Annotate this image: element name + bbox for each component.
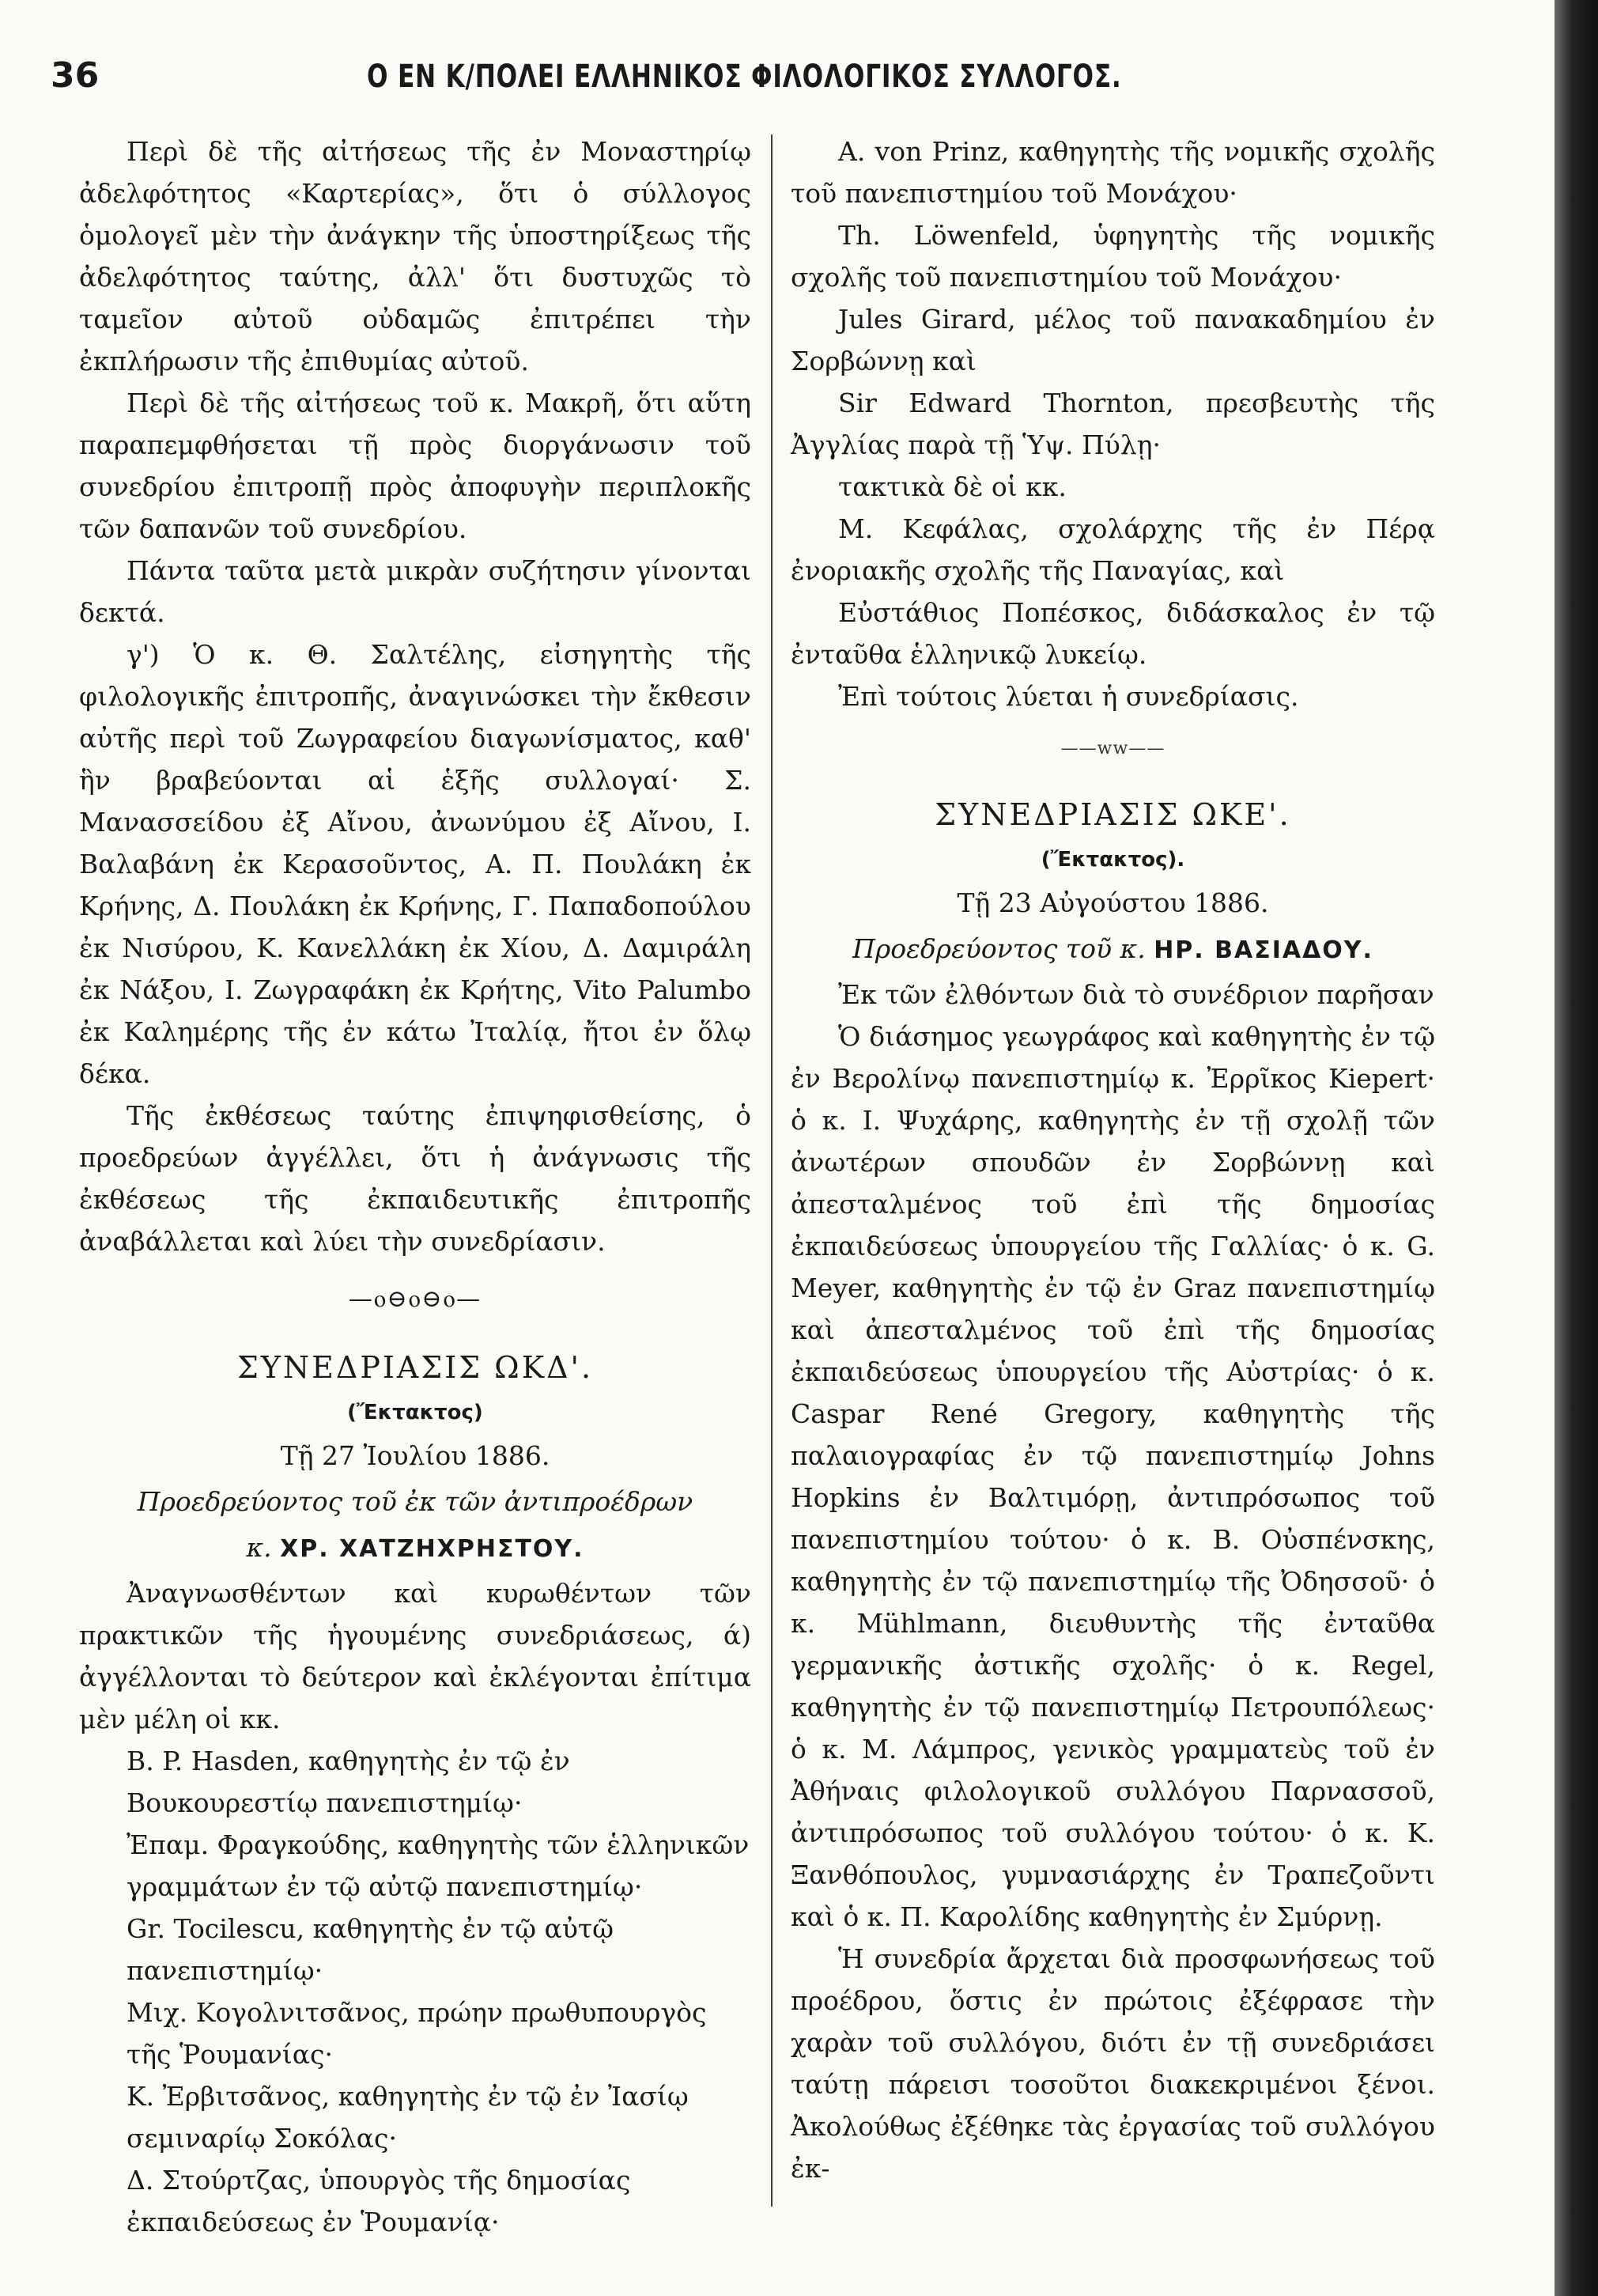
session-chair xyxy=(791,926,1435,974)
left-column xyxy=(79,130,751,2243)
session-heading: ΣΥΝΕΔΡΙΑΣΙΣ ΩΚΔ'. xyxy=(236,1350,594,1385)
chair-prefix: κ. xyxy=(246,1532,272,1563)
page-number: 36 xyxy=(51,55,100,96)
paragraph: Τῆς ἐκθέσεως ταύτης ἐπιψηφισθείσης, ὁ προεδρεύων ἀγγέλλει, ὅτι ἡ ἀνάγνωσις τῆς ἐκθέσεως τῆς ἐκπαιδευτικῆς ἐπιτροπῆς ἀναβάλλεται καὶ λύει τὴν συνεδρίασιν. xyxy=(79,1100,751,1257)
member-entry: Μ. Κεφάλας, σχολάρχης τῆς ἐν Πέρᾳ ἐνοριακῆς σχολῆς τῆς Παναγίας, καὶ xyxy=(791,513,1435,586)
paragraph: γ') Ὁ κ. Θ. Σαλτέλης, εἰσηγητὴς τῆς φιλολογικῆς ἐπιτροπῆς, ἀναγινώσκει τὴν ἔκθεσιν αὐτῆς περὶ τοῦ Ζωγραφείου διαγωνίσματος, καθ' ἣν βραβεύονται αἱ ἑξῆς συλλογαί· Σ. Μανασσείδου ἐξ Αἴνου, ἀνωνύμου ἐξ Αἴνου, Ι. Βαλαβάνη ἐκ Κερασοῦντος, Α. Π. Πουλάκη ἐκ Κρήνης, Δ. Πουλάκη ἐκ Κρήνης, Γ. Παπαδοπούλου ἐκ Νισύρου, Κ. Κανελλάκη ἐκ Χίου, Δ. Δαμιράλη ἐκ Νάξου, Ι. Ζωγραφάκη ἐκ Κρήτης, Vito Palumbo ἐκ Καλημέρης τῆς ἐν κάτω Ἰταλίᾳ, ἤτοι ἐν ὅλῳ δέκα. xyxy=(79,639,751,1089)
paragraph: Ἐπὶ τούτοις λύεται ἡ συνεδρίασις. xyxy=(838,681,1299,712)
paragraph: Ἡ συνεδρία ἄρχεται διὰ προσφωνήσεως τοῦ προέδρου, ὅστις ἐν πρώτοις ἐξέφρασε τὴν χαρὰν τοῦ συλλόγου, διότι ἐν τῇ συνεδριάσει ταύτῃ πάρεισι τοσοῦτοι διακεκριμένοι ξένοι. Ἀκολούθως ἐξέθηκε τὰς ἐργασίας τοῦ συλλόγου ἐκ- xyxy=(791,1943,1435,2184)
journal-title: Ο ΕΝ Κ/ΠΟΛΕΙ ΕΛΛΗΝΙΚΟΣ ΦΙΛΟΛΟΓΙΚΟΣ ΣΥΛΛΟΓΟΣ. xyxy=(367,59,1122,95)
paragraph: Πάντα ταῦτα μετὰ μικρὰν συζήτησιν γίνονται δεκτά. xyxy=(79,555,751,628)
member-entry: Δ. Στούρτζας, ὑπουργὸς τῆς δημοσίας ἐκπαιδεύσεως ἐν Ῥουμανίᾳ· xyxy=(127,2165,631,2237)
session-type: (Ἔκτακτος) xyxy=(347,1401,483,1424)
section-ornament: ——ww—— xyxy=(1060,739,1165,758)
member-entry: Ἐπαμ. Φραγκούδης, καθηγητὴς τῶν ἑλληνικῶν γραμμάτων ἐν τῷ αὐτῷ πανεπιστημίῳ· xyxy=(127,1829,750,1902)
paragraph: Περὶ δὲ τῆς αἰτήσεως τοῦ κ. Μακρῆ, ὅτι αὕτη παραπεμφθήσεται τῇ πρὸς διοργάνωσιν τοῦ συνεδρίου ἐπιτροπῇ πρὸς ἀποφυγὴν περιπλοκῆς τῶν δαπανῶν τοῦ συνεδρίου. xyxy=(79,388,751,544)
member-entry: Sir Edward Thornton, πρεσβευτὴς τῆς Ἀγγλίας παρὰ τῇ Ὑψ. Πύλῃ· xyxy=(791,388,1435,460)
member-entry: Μιχ. Κογολνιτσᾶνος, πρώην πρωθυπουργὸς τῆς Ῥουμανίας· xyxy=(127,1997,707,2070)
member-entry: A. von Prinz, καθηγητὴς τῆς νομικῆς σχολῆς τοῦ πανεπιστημίου τοῦ Μονάχου· xyxy=(791,136,1435,209)
chair-line: Προεδρεύοντος τοῦ κ. xyxy=(852,933,1146,964)
chair-line: Προεδρεύοντος τοῦ ἐκ τῶν ἀντιπροέδρων xyxy=(137,1486,693,1517)
paragraph: Ἀναγνωσθέντων καὶ κυρωθέντων τῶν πρακτικῶν τῆς ἡγουμένης συνεδριάσεως, ά) ἀγγέλλονται τὸ δεύτερον καὶ ἐκλέγονται ἐπίτιμα μὲν μέλη οἱ κκ. xyxy=(79,1578,751,1734)
session-date: Τῇ 23 Αὐγούστου 1886. xyxy=(957,887,1269,918)
right-column xyxy=(791,130,1435,2189)
paragraph: Ὁ διάσημος γεωγράφος καὶ καθηγητὴς ἐν τῷ ἐν Βερολίνῳ πανεπιστημίῳ κ. Ἐρρῖκος Kiepert· ὁ κ. Ι. Ψυχάρης, καθηγητὴς ἐν τῇ σχολῇ τῶν ἀνωτέρων σπουδῶν ἐν Σορβώννῃ καὶ ἀπεσταλμένος τοῦ ἐπὶ τῆς δημοσίας ἐκπαιδεύσεως ὑπουργείου τῆς Γαλλίας· ὁ κ. G. Meyer, καθηγητὴς ἐν τῷ ἐν Graz πανεπιστημίῳ καὶ ἀπεσταλμένος τοῦ ἐπὶ τῆς δημοσίας ἐκπαιδεύσεως ὑπουργείου τῆς Αὐστρίας· ὁ κ. Caspar René Gregory, καθηγητὴς τῆς παλαιογραφίας ἐν τῷ πανεπιστημίῳ Johns Hopkins ἐν Βαλτιμόρῃ, ἀντιπρόσωπος τοῦ πανεπιστημίου τούτου· ὁ κ. Β. Οὐσπένσκης, καθηγητὴς ἐν τῷ πανεπιστημίῳ τῆς Ὀδησσοῦ· ὁ κ. Mühlmann, διευθυντὴς τῆς ἐνταῦθα γερμανικῆς ἀστικῆς σχολῆς· ὁ κ. Regel, καθηγητὴς ἐν τῷ πανεπιστημίῳ Πετρουπόλεως· ὁ κ. Μ. Λάμπρος, γενικὸς γραμματεὺς τοῦ ἐν Ἀθήναις φιλολογικοῦ συλλόγου Παρνασσοῦ, ἀντιπρόσωπος τοῦ συλλόγου τούτου· ὁ κ. Κ. Ξανθόπουλος, γυμνασιάρχης ἐν Τραπεζοῦντι καὶ ὁ κ. Π. Καρολίδης καθηγητὴς ἐν Σμύρνῃ. xyxy=(791,1021,1435,1932)
member-entry: Κ. Ἐρβιτσᾶνος, καθηγητὴς ἐν τῷ ἐν Ἰασίῳ σεμιναρίῳ Σοκόλας· xyxy=(127,2081,689,2154)
paragraph: τακτικὰ δὲ οἱ κκ. xyxy=(838,471,1067,502)
page-edge-shadow xyxy=(1555,0,1598,2296)
session-heading: ΣΥΝΕΔΡΙΑΣΙΣ ΩΚΕ'. xyxy=(935,797,1291,832)
member-entry: Jules Girard, μέλος τοῦ πανακαδημίου ἐν Σορβώννῃ καὶ xyxy=(791,304,1435,376)
session-date: Τῇ 27 Ἰουλίου 1886. xyxy=(280,1440,550,1471)
chair-name: ΗΡ. ΒΑΣΙΑΔΟΥ. xyxy=(1154,936,1373,964)
paragraph: Περὶ δὲ τῆς αἰτήσεως τῆς ἐν Μοναστηρίῳ ἀδελφότητος «Καρτερίας», ὅτι ὁ σύλλογος ὁμολογεῖ μὲν τὴν ἀνάγκην τῆς ὑποστηρίξεως τῆς ἀδελφότητος ταύτης, ἀλλ' ὅτι δυστυχῶς τὸ ταμεῖον αὐτοῦ οὐδαμῶς ἐπιτρέπει τὴν ἐκπλήρωσιν τῆς ἐπιθυμίας αὐτοῦ. xyxy=(79,136,751,376)
session-chair xyxy=(79,1479,751,1572)
member-entry: Gr. Tocilescu, καθηγητὴς ἐν τῷ αὐτῷ πανεπιστημίῳ· xyxy=(127,1913,614,1986)
member-entry: Εὐστάθιος Ποπέσκος, διδάσκαλος ἐν τῷ ἐνταῦθα ἑλληνικῷ λυκείῳ. xyxy=(791,597,1435,670)
chair-name: ΧΡ. ΧΑΤΖΗΧΡΗΣΤΟΥ. xyxy=(280,1535,584,1563)
paragraph: Ἐκ τῶν ἐλθόντων διὰ τὸ συνέδριον παρῆσαν xyxy=(838,979,1434,1010)
column-divider xyxy=(771,134,773,2207)
running-head xyxy=(51,55,1537,103)
member-entry: B. P. Hasden, καθηγητὴς ἐν τῷ ἐν Βουκουρεστίῳ πανεπιστημίῳ· xyxy=(127,1746,570,1818)
section-ornament: —ⲟ⊖ⲟ⊖ⲟ— xyxy=(348,1285,482,1313)
member-entry: Th. Löwenfeld, ὑφηγητὴς τῆς νομικῆς σχολῆς τοῦ πανεπιστημίου τοῦ Μονάχου· xyxy=(791,220,1435,293)
session-type: (Ἔκτακτος). xyxy=(1041,848,1185,872)
